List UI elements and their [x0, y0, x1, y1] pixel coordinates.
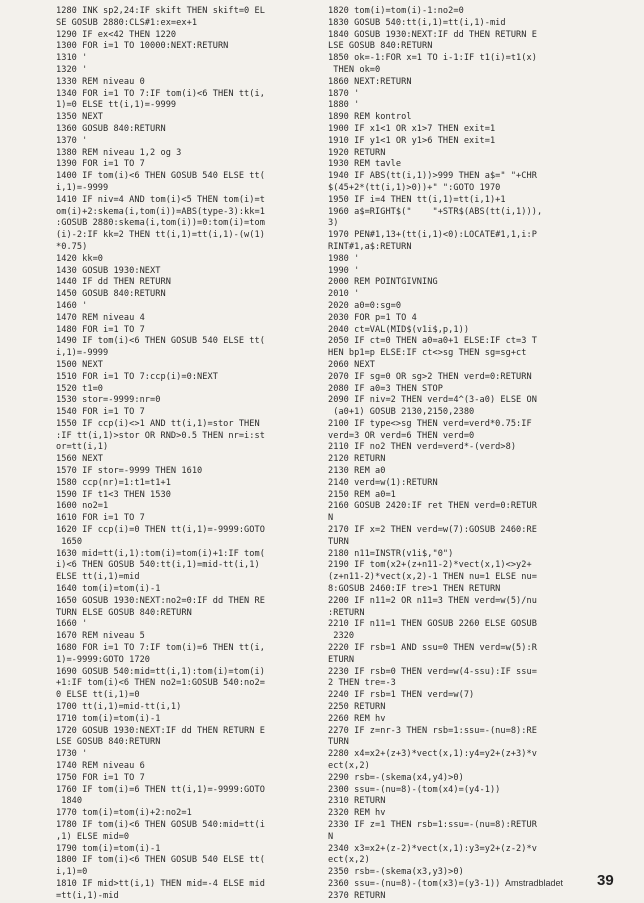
code-line: 2340 x3=x2+(z-2)*vect(x,1):y3=y2+(z-2)*v	[328, 843, 537, 854]
code-line: 1590 IF t1<3 THEN 1530	[56, 489, 171, 500]
code-line: 2240 IF rsb=1 THEN verd=w(7)	[328, 690, 475, 701]
code-line: 1980 '	[328, 253, 360, 264]
code-line: 1840 GOSUB 1930:NEXT:IF dd THEN RETURN E	[328, 29, 537, 40]
code-line: 2110 IF no2 THEN verd=verd*-(verd>8)	[328, 442, 517, 453]
code-line: 1460 '	[56, 300, 88, 311]
code-line: 2300 ssu=-(nu=8)-(tom(x4)=(y4-1))	[328, 784, 501, 795]
code-line: 1750 FOR i=1 TO 7	[56, 772, 145, 783]
code-line: LSE GOSUB 840:RETURN	[328, 41, 433, 52]
code-line: 1520 t1=0	[56, 383, 104, 394]
code-line: (z+n11-2)*vect(x,2)-1 THEN nu=1 ELSE nu=	[328, 572, 537, 583]
code-line: 1470 REM niveau 4	[56, 312, 145, 323]
code-line: HEN bp1=p ELSE:IF ct<>sg THEN sg=sg+ct	[328, 348, 527, 359]
code-line: 2200 IF n11=2 OR n11=3 THEN verd=w(5)/nu	[328, 595, 537, 606]
code-line: 1580 ccp(nr)=1:t1=t1+1	[56, 477, 171, 488]
code-line: 2290 rsb=-(skema(x4,y4)>0)	[328, 772, 464, 783]
code-line: 1340 FOR i=1 TO 7:IF tom(i)<6 THEN tt(i,	[56, 88, 265, 99]
code-listing-left-column	[56, 6, 318, 903]
code-line: 2040 ct=VAL(MID$(v1i$,p,1))	[328, 324, 470, 335]
code-line: 0 ELSE tt(i,1)=0	[56, 690, 140, 701]
code-line: 1480 FOR i=1 TO 7	[56, 324, 145, 335]
code-line: 2170 IF x=2 THEN verd=w(7):GOSUB 2460:RE	[328, 525, 537, 536]
code-line: (a0+1) GOSUB 2130,2150,2380	[328, 407, 475, 418]
code-line: 1670 REM niveau 5	[56, 631, 145, 642]
code-line: 1920 RETURN	[328, 147, 386, 158]
code-line: $(45+2*(tt(i,1)>0))+" ":GOTO 1970	[328, 182, 501, 193]
code-line: 1490 IF tom(i)<6 THEN GOSUB 540 ELSE tt(	[56, 336, 265, 347]
code-line: 1290 IF ex<42 THEN 1220	[56, 29, 177, 40]
code-line: 1810 IF mid>tt(i,1) THEN mid=-4 ELSE mid	[56, 878, 265, 889]
code-line: ect(x,2)	[328, 855, 370, 866]
code-line: 1940 IF ABS(tt(i,1))>999 THEN a$=" "+CHR	[328, 171, 537, 182]
code-line: 2160 GOSUB 2420:IF ret THEN verd=0:RETUR	[328, 501, 537, 512]
code-line: 1500 NEXT	[56, 359, 104, 370]
code-line: 1840	[56, 796, 83, 807]
code-line: 1650 GOSUB 1930:NEXT:no2=0:IF dd THEN RE	[56, 595, 265, 606]
code-line: 2180 n11=INSTR(v1i$,"0")	[328, 548, 454, 559]
code-line: 1410 IF niv=4 AND tom(i)<5 THEN tom(i)=t	[56, 194, 265, 205]
code-line: 1540 FOR i=1 TO 7	[56, 407, 145, 418]
code-line: ect(x,2)	[328, 761, 370, 771]
code-line: :RETURN	[328, 607, 365, 618]
code-line: i)<6 THEN GOSUB 540:tt(i,1)=mid-tt(i,1)	[56, 560, 260, 571]
code-line: 1860 NEXT:RETURN	[328, 76, 412, 87]
code-line: 2100 IF type<>sg THEN verd=verd*0.75:IF	[328, 418, 532, 429]
code-line: 1630 mid=tt(i,1):tom(i)=tom(i)+1:IF tom(	[56, 548, 265, 559]
code-line: 2370 RETURN	[328, 890, 386, 901]
code-line: 2060 NEXT	[328, 359, 376, 370]
publication-name: Amstradbladet	[505, 878, 564, 888]
code-line: ETURN	[328, 654, 355, 665]
code-line: 2120 RETURN	[328, 454, 386, 465]
code-line: 1360 GOSUB 840:RETURN	[56, 123, 166, 134]
code-line: 1620 IF ccp(i)=0 THEN tt(i,1)=-9999:GOTO	[56, 525, 265, 536]
code-line: i,1)=-9999	[56, 348, 109, 359]
code-line: 2070 IF sg=0 OR sg>2 THEN verd=0:RETURN	[328, 371, 532, 382]
code-line: 2140 verd=w(1):RETURN	[328, 477, 438, 488]
code-line: 2150 REM a0=1	[328, 489, 396, 500]
code-line: 1960 a$=RIGHT$(" "+STR$(ABS(tt(i,1))),	[328, 206, 543, 217]
code-line: LSE GOSUB 840:RETURN	[56, 737, 161, 748]
code-line: 2360 ssu=-(nu=8)-(tom(x3)=(y3-1))	[328, 878, 501, 889]
code-line: N	[328, 831, 334, 842]
code-line: TURN	[328, 536, 349, 547]
code-line: 1850 ok=-1:FOR x=1 TO i-1:IF t1(i)=t1(x)	[328, 53, 537, 64]
code-line: 2270 IF z=nr-3 THEN rsb=1:ssu=-(nu=8):RE	[328, 725, 537, 736]
code-line: ELSE tt(i,1)=mid	[56, 572, 140, 583]
code-line: 1550 IF ccp(i)<>1 AND tt(i,1)=stor THEN	[56, 418, 260, 429]
code-line: 1680 FOR i=1 TO 7:IF tom(i)=6 THEN tt(i,	[56, 643, 265, 654]
code-line: 1370 '	[56, 135, 88, 146]
code-line: 2210 IF n11=1 THEN GOSUB 2260 ELSE GOSUB	[328, 619, 537, 630]
code-line: 2080 IF a0=3 THEN STOP	[328, 383, 443, 394]
code-line: or=tt(i,1)	[56, 442, 109, 453]
code-line: 1330 REM niveau 0	[56, 76, 145, 87]
code-line: 1930 REM tavle	[328, 159, 402, 170]
code-line: 1430 GOSUB 1930:NEXT	[56, 265, 161, 276]
code-line: 1830 GOSUB 540:tt(i,1)=tt(i,1)-mid	[328, 17, 506, 28]
code-line: RINT#1,a$:RETURN	[328, 241, 412, 252]
code-line: 2010 '	[328, 289, 360, 300]
code-line: 1310 '	[56, 53, 88, 64]
code-line: TURN	[328, 737, 349, 748]
code-line: 2220 IF rsb=1 AND ssu=0 THEN verd=w(5):R	[328, 643, 537, 654]
code-line: 1320 '	[56, 64, 88, 75]
code-line: 8:GOSUB 2460:IF tre>1 THEN RETURN	[328, 584, 501, 595]
code-line: 1890 REM kontrol	[328, 112, 412, 123]
code-line: 2130 REM a0	[328, 466, 386, 477]
code-line: 2350 rsb=-(skema(x3,y3)>0)	[328, 867, 464, 878]
code-line: 1420 kk=0	[56, 253, 104, 264]
code-line: 1790 tom(i)=tom(i)-1	[56, 843, 161, 854]
code-line: 1710 tom(i)=tom(i)-1	[56, 713, 161, 724]
code-line: om(i)+2:skema(i,tom(i))=ABS(type-3):kk=1	[56, 206, 265, 217]
code-line: 2050 IF ct=0 THEN a0=a0+1 ELSE:IF ct=3 T	[328, 336, 537, 347]
code-line: i,1)=0	[56, 867, 88, 878]
code-line: 2000 REM POINTGIVNING	[328, 277, 438, 288]
code-line: 2280 x4=x2+(z+3)*vect(x,1):y4=y2+(z+3)*v	[328, 749, 537, 760]
code-line: 1530 stor=-9999:nr=0	[56, 395, 161, 406]
code-line: 1730 '	[56, 749, 88, 760]
code-line: 1650	[56, 536, 83, 547]
code-line: 1390 FOR i=1 TO 7	[56, 159, 145, 170]
code-line: 1740 REM niveau 6	[56, 761, 145, 771]
code-line: 1820 tom(i)=tom(i)-1:no2=0	[328, 6, 464, 16]
code-line: 1510 FOR i=1 TO 7:ccp(i)=0:NEXT	[56, 371, 218, 382]
code-line: 1280 INK sp2,24:IF skift THEN skift=0 EL	[56, 6, 265, 16]
code-line: 1350 NEXT	[56, 112, 104, 123]
code-line: 1990 '	[328, 265, 360, 276]
code-line: 1870 '	[328, 88, 360, 99]
code-line: 2320	[328, 631, 355, 642]
code-line: THEN ok=0	[328, 64, 381, 75]
code-line: 2090 IF niv=2 THEN verd=4^(3-a0) ELSE ON	[328, 395, 537, 406]
code-line: 2230 IF rsb=0 THEN verd=w(4-ssu):IF ssu=	[328, 666, 537, 677]
code-line: 1700 tt(i,1)=mid-tt(i,1)	[56, 702, 182, 713]
code-line: (i)-2:IF kk=2 THEN tt(i,1)=tt(i,1)-(w(1)	[56, 230, 265, 241]
code-line: 1560 NEXT	[56, 454, 104, 465]
code-line: :GOSUB 2880:skema(i,tom(i))=0:tom(i)=tom	[56, 218, 265, 229]
code-line: *0.75)	[56, 241, 88, 252]
code-line: 3)	[328, 218, 339, 229]
code-line: 1570 IF stor=-9999 THEN 1610	[56, 466, 203, 477]
code-line: 2020 a0=0:sg=0	[328, 300, 402, 311]
code-line: 1720 GOSUB 1930:NEXT:IF dd THEN RETURN E	[56, 725, 265, 736]
code-line: 1800 IF tom(i)<6 THEN GOSUB 540 ELSE tt(	[56, 855, 265, 866]
code-line: 2330 IF z=1 THEN rsb=1:ssu=-(nu=8):RETUR	[328, 819, 537, 830]
code-line: 1690 GOSUB 540:mid=tt(i,1):tom(i)=tom(i)	[56, 666, 265, 677]
code-line: 1450 GOSUB 840:RETURN	[56, 289, 166, 300]
code-line: +1:IF tom(i)<6 THEN no2=1:GOSUB 540:no2=	[56, 678, 265, 689]
code-line: 1760 IF tom(i)=6 THEN tt(i,1)=-9999:GOTO	[56, 784, 265, 795]
page-number: 39	[597, 872, 614, 889]
code-line: 1770 tom(i)=tom(i)+2:no2=1	[56, 808, 192, 819]
code-line: 1400 IF tom(i)<6 THEN GOSUB 540 ELSE tt(	[56, 171, 265, 182]
code-line: 2310 RETURN	[328, 796, 386, 807]
code-line: 2 THEN tre=-3	[328, 678, 396, 689]
code-line: TURN ELSE GOSUB 840:RETURN	[56, 607, 192, 618]
code-line: 1660 '	[56, 619, 88, 630]
code-line: 2320 REM hv	[328, 808, 386, 819]
code-line: ,1) ELSE mid=0	[56, 831, 130, 842]
code-line: 1950 IF i=4 THEN tt(i,1)=tt(i,1)+1	[328, 194, 506, 205]
code-line: 1440 IF dd THEN RETURN	[56, 277, 171, 288]
code-line: 1)=-9999:GOTO 1720	[56, 654, 151, 665]
code-line: 1780 IF tom(i)<6 THEN GOSUB 540:mid=tt(i	[56, 819, 265, 830]
code-line: 2190 IF tom(x2+(z+n11-2)*vect(x,1)<>y2+	[328, 560, 532, 571]
code-line: 1910 IF y1<1 OR y1>6 THEN exit=1	[328, 135, 496, 146]
code-line: 1380 REM niveau 1,2 og 3	[56, 147, 182, 158]
code-line: 1600 no2=1	[56, 501, 109, 512]
code-line: :IF tt(i,1)>stor OR RND>0.5 THEN nr=i:st	[56, 430, 265, 441]
code-line: verd=3 OR verd=6 THEN verd=0	[328, 430, 475, 441]
code-line: 1880 '	[328, 100, 360, 111]
code-line: 1970 PEN#1,13+(tt(i,1)<0):LOCATE#1,1,i:P	[328, 230, 537, 241]
code-line: 2030 FOR p=1 TO 4	[328, 312, 417, 323]
code-line: 1610 FOR i=1 TO 7	[56, 513, 145, 524]
code-line: =tt(i,1)-mid	[56, 890, 119, 901]
code-line: 1)=0 ELSE tt(i,1)=-9999	[56, 100, 177, 111]
code-line: SE GOSUB 2880:CLS#1:ex=ex+1	[56, 17, 198, 28]
code-line: 2250 RETURN	[328, 702, 386, 713]
code-line: 1900 IF x1<1 OR x1>7 THEN exit=1	[328, 123, 496, 134]
code-listing-right-column	[328, 6, 618, 903]
code-line: 2260 REM hv	[328, 713, 386, 724]
code-line: 1640 tom(i)=tom(i)-1	[56, 584, 161, 595]
code-line: i,1)=-9999	[56, 182, 109, 193]
code-line: N	[328, 513, 334, 524]
code-line: 1300 FOR i=1 TO 10000:NEXT:RETURN	[56, 41, 229, 52]
